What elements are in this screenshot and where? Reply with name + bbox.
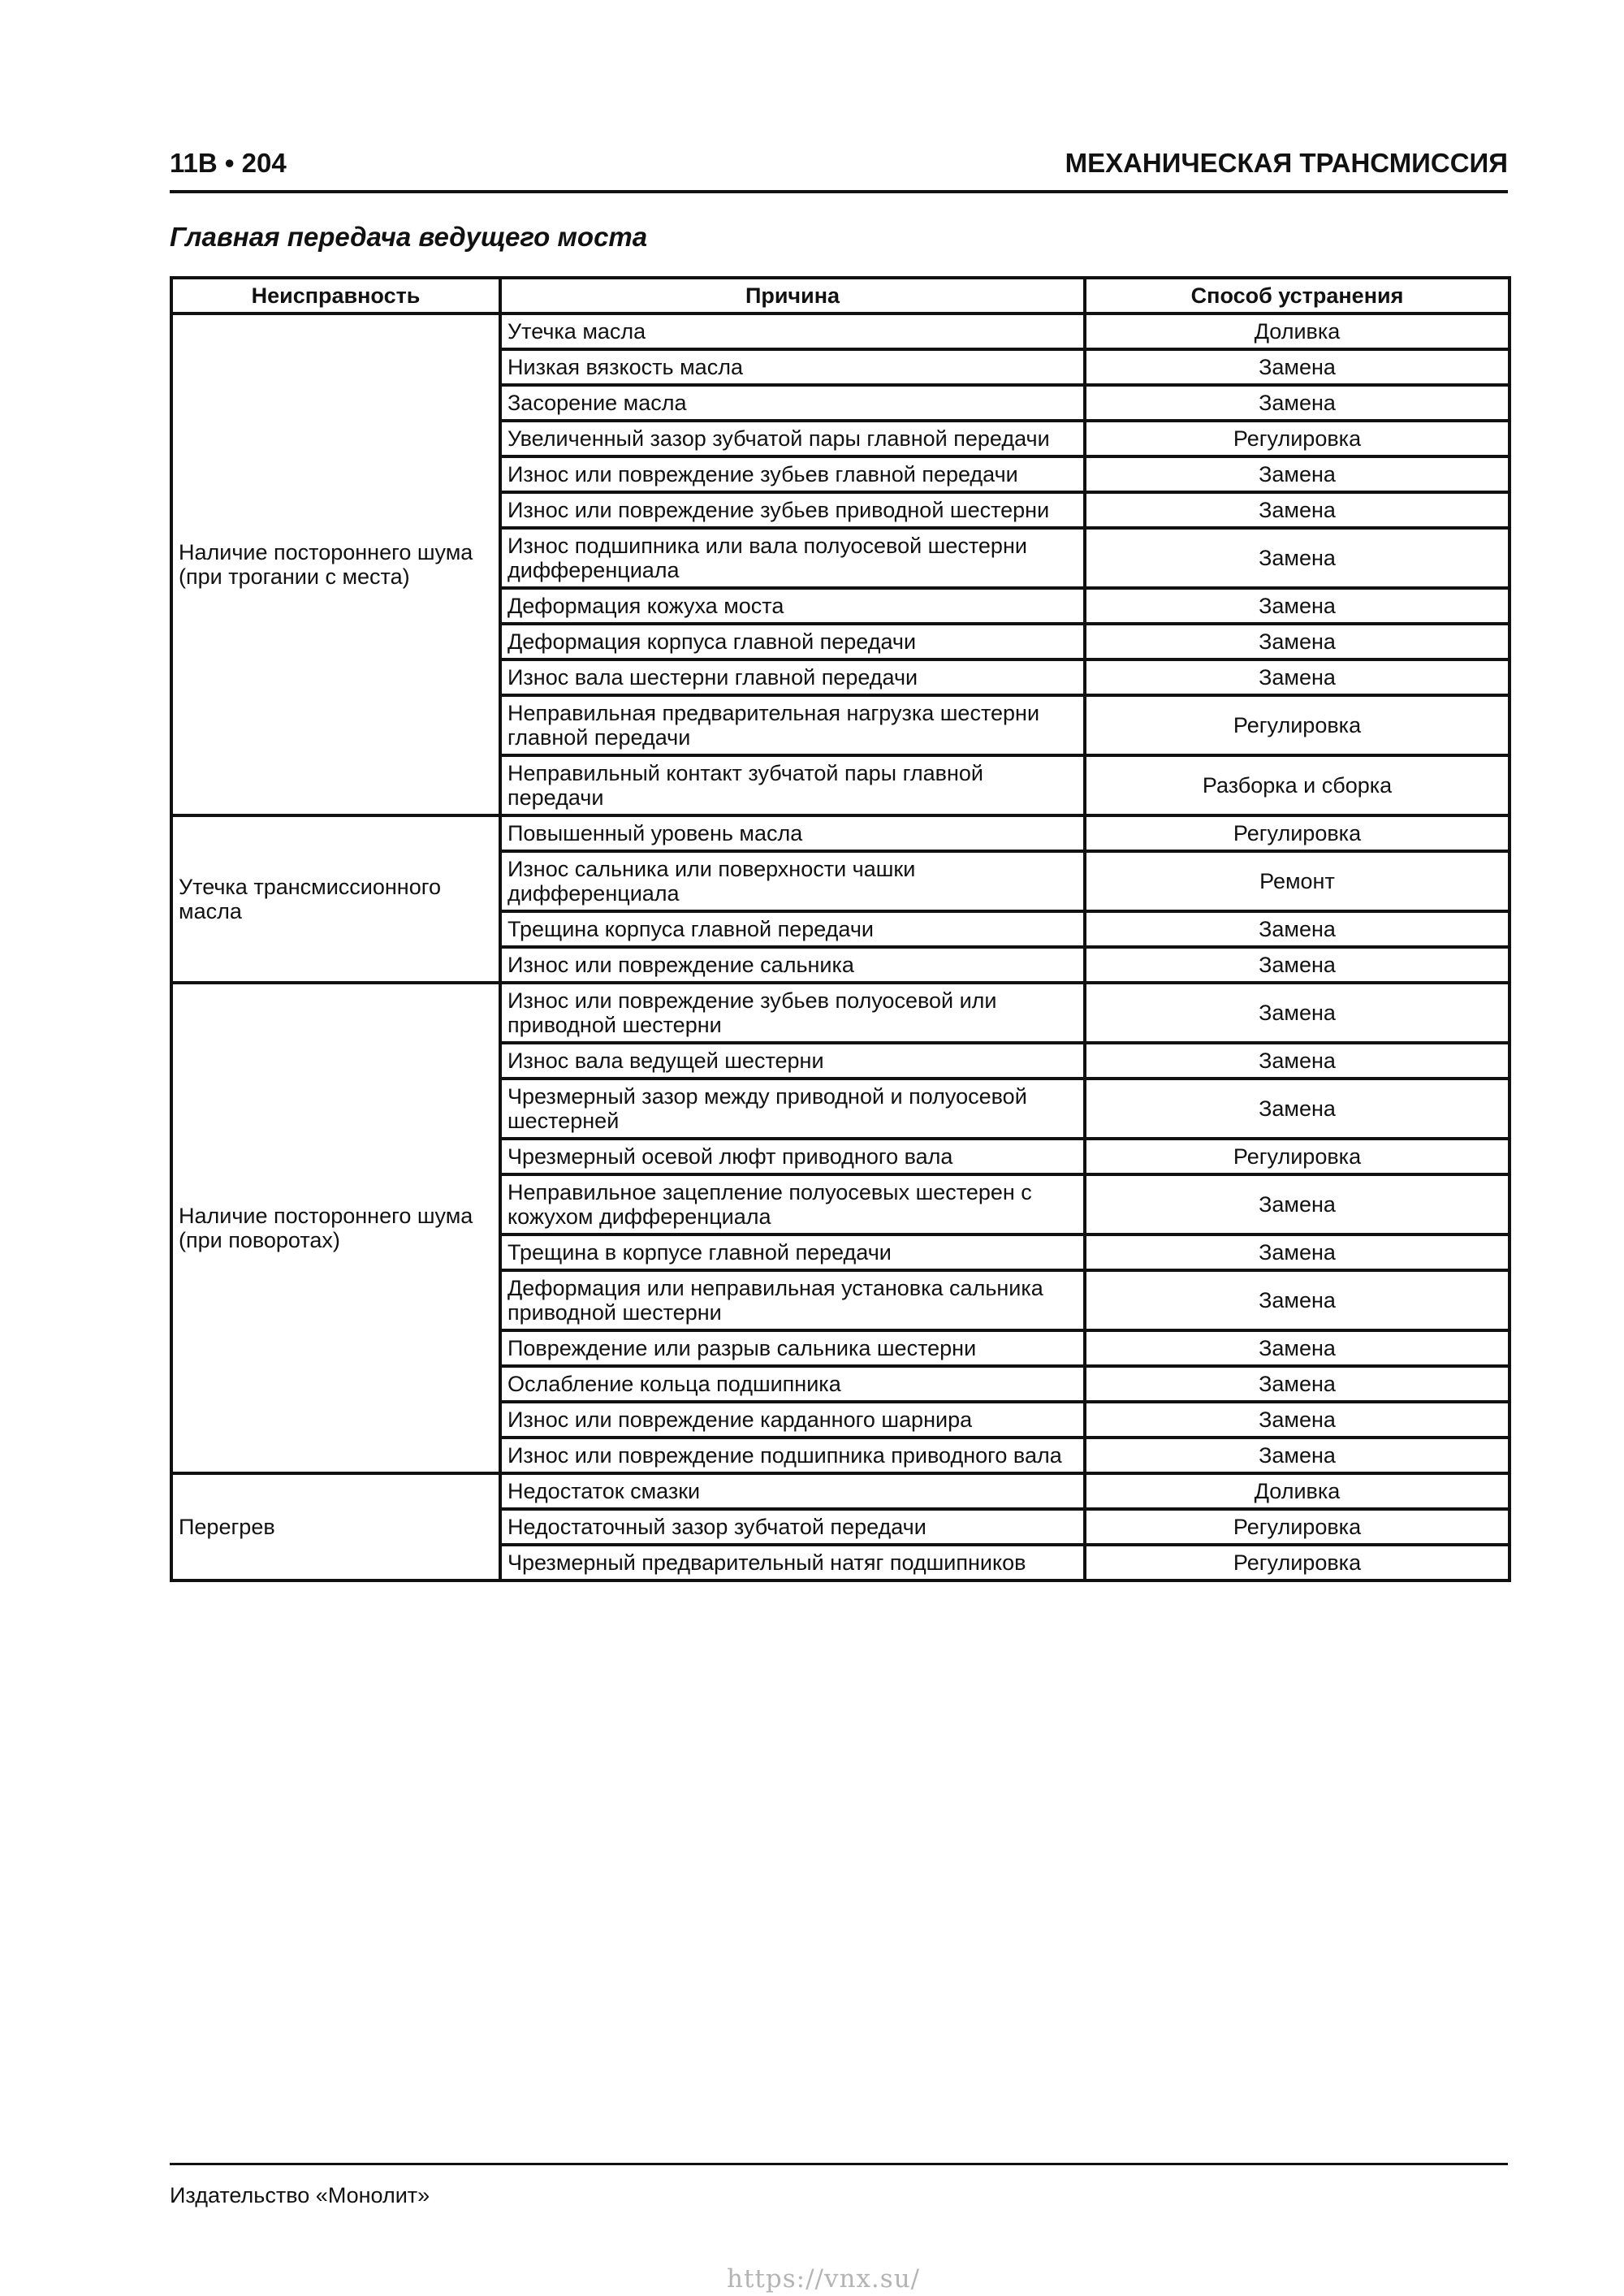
- cause-cell: Износ или повреждение зубьев полуосевой или приводной шестерни: [500, 983, 1085, 1043]
- cause-cell: Износ или повреждение зубьев главной передачи: [500, 456, 1085, 492]
- table-body: [171, 313, 1510, 1580]
- fault-cell: Наличие постороннего шума (при трогании с места): [171, 313, 500, 815]
- cause-cell: Трещина корпуса главной передачи: [500, 911, 1085, 947]
- fix-cell: Регулировка: [1085, 1139, 1510, 1174]
- cause-cell: Износ или повреждение карданного шарнира: [500, 1402, 1085, 1438]
- cause-cell: Износ сальника или поверхности чашки дифференциала: [500, 851, 1085, 911]
- running-title: МЕХАНИЧЕСКАЯ ТРАНСМИССИЯ: [1065, 148, 1508, 178]
- cause-cell: Повышенный уровень масла: [500, 815, 1085, 851]
- fix-cell: Замена: [1085, 1270, 1510, 1330]
- fix-cell: Замена: [1085, 1330, 1510, 1366]
- cause-cell: Износ или повреждение подшипника приводного вала: [500, 1438, 1085, 1473]
- fix-cell: Доливка: [1085, 1473, 1510, 1509]
- fault-cell: Утечка трансмиссионного масла: [171, 815, 500, 983]
- cause-cell: Деформация кожуха моста: [500, 588, 1085, 624]
- cause-cell: Ослабление кольца подшипника: [500, 1366, 1085, 1402]
- cause-cell: Деформация или неправильная установка сальника приводной шестерни: [500, 1270, 1085, 1330]
- fix-cell: Замена: [1085, 1234, 1510, 1270]
- cause-cell: Износ вала шестерни главной передачи: [500, 659, 1085, 695]
- fix-cell: Замена: [1085, 1366, 1510, 1402]
- fix-cell: Замена: [1085, 1079, 1510, 1139]
- cause-cell: Увеличенный зазор зубчатой пары главной передачи: [500, 421, 1085, 456]
- fix-cell: Замена: [1085, 659, 1510, 695]
- fix-cell: Замена: [1085, 456, 1510, 492]
- cause-cell: Деформация корпуса главной передачи: [500, 624, 1085, 659]
- cause-cell: Засорение масла: [500, 385, 1085, 421]
- page-header: [170, 145, 1508, 193]
- page-number: 11B • 204: [170, 148, 287, 178]
- page-footer: [170, 2163, 1508, 2208]
- fix-cell: Замена: [1085, 624, 1510, 659]
- table-header-row: [171, 278, 1510, 313]
- cause-cell: Утечка масла: [500, 313, 1085, 349]
- fix-cell: Регулировка: [1085, 1545, 1510, 1580]
- cause-cell: Износ вала ведущей шестерни: [500, 1043, 1085, 1079]
- fix-cell: Замена: [1085, 492, 1510, 528]
- cause-cell: Износ или повреждение зубьев приводной шестерни: [500, 492, 1085, 528]
- cause-cell: Неправильная предварительная нагрузка шестерни главной передачи: [500, 695, 1085, 755]
- column-header-fix: Способ устранения: [1085, 278, 1510, 313]
- fix-cell: Замена: [1085, 983, 1510, 1043]
- section-title: Главная передача ведущего моста: [170, 222, 648, 252]
- fix-cell: Замена: [1085, 385, 1510, 421]
- cause-cell: Чрезмерный предварительный натяг подшипников: [500, 1545, 1085, 1580]
- fix-cell: Замена: [1085, 1438, 1510, 1473]
- column-header-fault: Неисправность: [171, 278, 500, 313]
- cause-cell: Низкая вязкость масла: [500, 349, 1085, 385]
- fix-cell: Замена: [1085, 349, 1510, 385]
- cause-cell: Износ подшипника или вала полуосевой шестерни дифференциала: [500, 528, 1085, 588]
- fault-cell: Наличие постороннего шума (при поворотах): [171, 983, 500, 1473]
- fix-cell: Замена: [1085, 1174, 1510, 1234]
- cause-cell: Неправильное зацепление полуосевых шестерен с кожухом дифференциала: [500, 1174, 1085, 1234]
- fix-cell: Ремонт: [1085, 851, 1510, 911]
- cause-cell: Износ или повреждение сальника: [500, 947, 1085, 983]
- cause-cell: Недостаток смазки: [500, 1473, 1085, 1509]
- fix-cell: Замена: [1085, 1402, 1510, 1438]
- cause-cell: Чрезмерный осевой люфт приводного вала: [500, 1139, 1085, 1174]
- column-header-cause: Причина: [500, 278, 1085, 313]
- fix-cell: Регулировка: [1085, 695, 1510, 755]
- fix-cell: Замена: [1085, 947, 1510, 983]
- table-row: [171, 983, 1510, 1043]
- fix-cell: Регулировка: [1085, 815, 1510, 851]
- fix-cell: Разборка и сборка: [1085, 755, 1510, 815]
- table-row: [171, 1473, 1510, 1509]
- fix-cell: Замена: [1085, 911, 1510, 947]
- fix-cell: Замена: [1085, 588, 1510, 624]
- table-row: [171, 815, 1510, 851]
- fix-cell: Регулировка: [1085, 1509, 1510, 1545]
- table-row: [171, 313, 1510, 349]
- fix-cell: Замена: [1085, 528, 1510, 588]
- fix-cell: Доливка: [1085, 313, 1510, 349]
- publisher: Издательство «Монолит»: [170, 2183, 430, 2207]
- troubleshooting-table: [170, 276, 1511, 1582]
- cause-cell: Неправильный контакт зубчатой пары главной передачи: [500, 755, 1085, 815]
- cause-cell: Недостаточный зазор зубчатой передачи: [500, 1509, 1085, 1545]
- cause-cell: Повреждение или разрыв сальника шестерни: [500, 1330, 1085, 1366]
- fault-cell: Перегрев: [171, 1473, 500, 1580]
- cause-cell: Трещина в корпусе главной передачи: [500, 1234, 1085, 1270]
- fix-cell: Замена: [1085, 1043, 1510, 1079]
- cause-cell: Чрезмерный зазор между приводной и полуосевой шестерней: [500, 1079, 1085, 1139]
- fix-cell: Регулировка: [1085, 421, 1510, 456]
- watermark-url: https://vnx.su/: [727, 2264, 921, 2294]
